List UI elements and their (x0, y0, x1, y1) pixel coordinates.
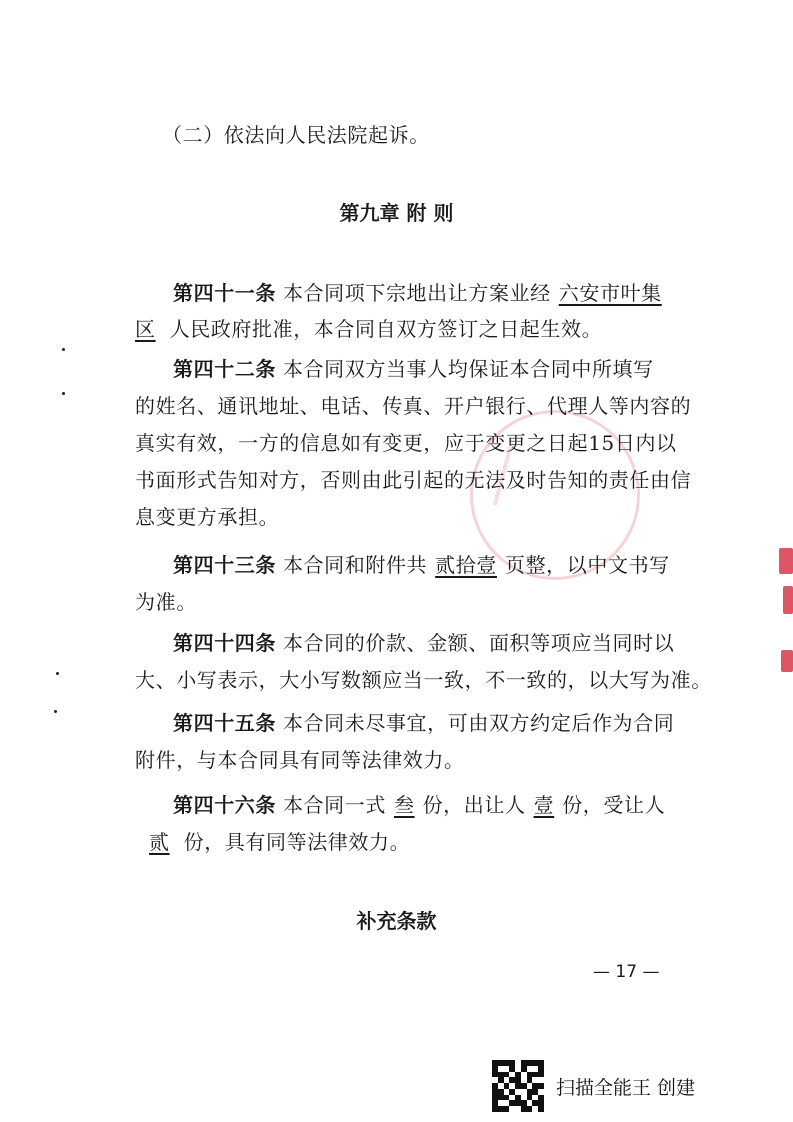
article-46-fill-grantee-copies: 贰 (149, 830, 170, 854)
article-43-text-2: 页整，以中文书写 (504, 553, 670, 577)
edge-seal-mark (781, 650, 793, 672)
article-44-line-1 (173, 630, 674, 656)
article-43-line-2: 为准。 (135, 590, 197, 614)
article-44-text: 本合同的价款、金额、面积等项应当同时以 (276, 631, 675, 655)
edge-seal-mark (779, 548, 793, 574)
supplementary-heading: 补充条款 (356, 909, 437, 933)
article-46-line-1 (173, 792, 665, 818)
article-41-fill-government: 六安市叶集 (558, 281, 662, 305)
article-46-text-3: 份，受让人 (562, 793, 666, 817)
article-41-title: 第四十一条 (173, 281, 276, 305)
article-42-line-2: 的姓名、通讯地址、电话、传真、开户银行、代理人等内容的 (135, 394, 692, 418)
article-43-title: 第四十三条 (173, 553, 276, 577)
scanner-badge-text: 扫描全能王 创建 (556, 1076, 696, 1099)
article-41-fill-district: 区 (135, 317, 156, 341)
article-44-line-2: 大、小写表示，大小写数额应当一致，不一致的，以大写为准。 (135, 668, 712, 692)
article-41-line-1 (173, 280, 670, 306)
article-41-text: 本合同项下宗地出让方案业经 (276, 281, 551, 305)
article-45-line-1 (173, 710, 674, 736)
page-number: — 17 — (593, 962, 660, 982)
article-45-title: 第四十五条 (173, 711, 276, 735)
article-46-fill-copies: 叁 (393, 793, 415, 817)
article-43-fill-pages: 贰拾壹 (435, 553, 497, 577)
article-42-line-4: 书面形式告知对方，否则由此引起的无法及时告知的责任由信 (135, 468, 692, 492)
article-46-text-4: 份，具有同等法律效力。 (183, 830, 411, 854)
article-46-text-2: 份，出让人 (422, 793, 526, 817)
margin-dot (62, 348, 65, 351)
article-41-text-2: 人民政府批准，本合同自双方签订之日起生效。 (169, 317, 603, 341)
margin-dot (56, 672, 59, 675)
article-45-text: 本合同未尽事宜，可由双方约定后作为合同 (276, 711, 675, 735)
article-46-text: 本合同一式 (276, 793, 386, 817)
article-41-line-2 (135, 316, 602, 342)
qr-code-icon (492, 1060, 544, 1112)
article-42-title: 第四十二条 (173, 357, 276, 381)
edge-seal-mark (783, 586, 793, 614)
article-42-text: 本合同双方当事人均保证本合同中所填写 (276, 357, 654, 381)
clause-item-2: （二）依法向人民法院起诉。 (162, 123, 430, 147)
article-43-text: 本合同和附件共 (276, 553, 428, 577)
margin-dot (54, 710, 57, 713)
article-46-fill-grantor-copies: 壹 (533, 793, 555, 817)
article-43-line-1 (173, 552, 670, 578)
article-46-line-2 (135, 829, 410, 855)
chapter-heading: 第九章 附 则 (339, 201, 454, 225)
article-42-line-1 (173, 356, 654, 382)
scanner-badge (492, 1060, 695, 1112)
article-44-title: 第四十四条 (173, 631, 276, 655)
article-42-line-5: 息变更方承担。 (135, 505, 280, 529)
article-46-title: 第四十六条 (173, 793, 276, 817)
article-45-line-2: 附件，与本合同具有同等法律效力。 (135, 748, 465, 772)
margin-dot (62, 392, 65, 395)
article-42-line-3: 真实有效，一方的信息如有变更，应于变更之日起15日内以 (135, 431, 677, 455)
